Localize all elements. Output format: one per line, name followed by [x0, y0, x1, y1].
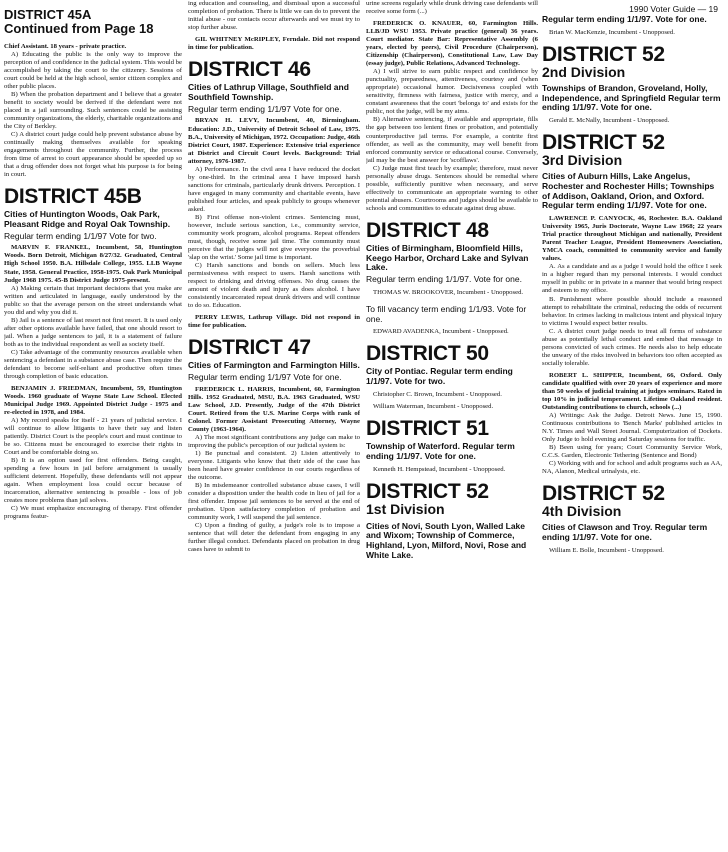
candidate-bio: ROBERT L. SHIPPER, Incumbent, 66, Oxford. Only candidate qualified with over 20 years of experience and more than 50 weeks of judicial training at judges seminars. Rated in top 10% in judicial temperament. Lifetime Oakland resident. Outstanding contributions to church, schools (...) — [542, 371, 722, 411]
candidate-bio: FREDERICK O. KNAUER, 60, Farmington Hills. LLB/JD WSU 1953. Private practice (general) 36 years. Court mediator. State Bar: Representative Assembly (6 years, elected by peers), Civil Procedure (Chairperson), Citizenship (Chairperson), Constitutional Law, Law Day (essay judge), Public Relations, Advanced Technology. — [366, 20, 538, 68]
paragraph: B) Alternative sentencing, if available and appropriate, fills the gap between too lenient fines or probation, and potentially counterproductive jail terms. For example, a contrite first offender, as well as the community, may well benefit from enforced community service or educational course. Conversely, jail may be the best answer for 'scofflaws'. — [366, 116, 538, 164]
district-area: City of Pontiac. Regular term ending 1/1/97. Vote for two. — [366, 366, 513, 387]
candidate-bio: BRYAN H. LEVY, Incumbent, 40, Birmingham. Education: J.D., University of Detroit School of Law, 1975. B.A., University of Michigan, 1972. Occupation: Judge, 46th District Court, 1987. Experience: Extensive trial experience at District and Circuit Court levels. Background: Trial attorney, 1976-1987. — [188, 117, 360, 165]
paragraph: A) The most significant contributions any judge can make to improving the public's perception of our judicial system is: — [188, 434, 360, 450]
paragraph: B) First offense non-violent crimes. Sentencing must, however, include serious sanction, i.e., community service, community work program, alcohol programs. Repeat offenders must, though, receive some jail time. The community must perceive that the judges will not give everyone the proverbial 'slap on the wrist.' Some jail time is important. — [188, 213, 360, 262]
paragraph: C) Take advantage of the community resources available when sentencing a defendant in a substance abuse case. Then require the defendant to become self-reliant and productive often times through completion of basic education. — [4, 348, 182, 380]
division-subheading: 1st Division — [366, 500, 445, 517]
district-area: Townships of Brandon, Groveland, Holly, Independence, and Springfield Regular term ending 1/1/97. Vote for one. — [542, 82, 721, 113]
district-area: Cities of Farmington and Farmington Hills. — [188, 360, 360, 371]
paragraph: B) Jail is a sentence of last resort not first resort. It is used only after other options available have failed, that one should resort to jail. When a judge sentences to jail, it is a statement of failure both as to the individual respondent as well as society itself. — [4, 316, 182, 348]
column-1 — [4, 8, 182, 521]
district-term: Regular term ending 1/1/97 Vote for one. — [188, 103, 342, 114]
paragraph: ing education and counseling, and dismissal upon a successful completion of probation. There is little we can do to prevent the initial abuse - our contacts occur afterwards and we must try to stop further abuse. — [188, 0, 360, 32]
running-head: 1990 Voter Guide — 19 — [629, 4, 718, 14]
district-52-4-heading: DISTRICT 52 — [542, 482, 665, 506]
paragraph: C) We must emphasize encouraging of therapy. First offender programs featur- — [4, 505, 182, 521]
vacancy-term: To fill vacancy term ending 1/1/93. Vote for one. — [366, 303, 527, 324]
district-area: Township of Waterford. Regular term ending 1/1/97. Vote for one. — [366, 441, 515, 461]
candidate-unopposed: William E. Bolle, Incumbent - Unopposed. — [549, 546, 664, 554]
paragraph: A. As a candidate and as a judge I would hold the office I seek in a higher regard than my personal interests. I would conduct myself in public or in private in a manner that would bring respect and esteem to my office. — [542, 263, 722, 295]
candidate-unopposed: Kenneth H. Hempstead, Incumbent - Unopposed. — [373, 465, 506, 473]
district-45b-heading: DISTRICT 45B — [4, 185, 142, 209]
district-area: Cities of Lathrup Village, Southfield and Southfield Township. — [188, 82, 349, 102]
paragraph: A) My record speaks for itself - 21 years of judicial service. I will continue to allow litigants to have their say and listen patiently. District Court is the people's court and must continue to be so. Citizens must be encouraged to exercise their rights in Court and be comfortable doing so. — [4, 417, 182, 457]
district-47-heading: DISTRICT 47 — [188, 336, 311, 360]
district-area: Cities of Novi, South Lyon, Walled Lake and Wixom; Township of Commerce, Highland, Lyon, Milford, Novi, Rose and White Lake. — [366, 520, 527, 560]
column-2 — [188, 0, 360, 554]
paragraph: B. Punishment where possible should include a reasoned attempt to rehabilitate the criminal, reducing the odds of recurrent behavior. In crimes lacking in malicious intent and physical injury to victims I would expect better results. — [542, 295, 722, 327]
candidate-unopposed: THOMAS W. BROOKOVER, Incumbent - Unopposed. — [373, 288, 524, 296]
paragraph: C) Upon a finding of guilty, a judge's role is to impose a sentence that will deter the defendant from engaging in any further illegal conduct. Defendants placed on probation in drug cases have to submit to — [188, 522, 360, 554]
candidate-unopposed: William Waterman, Incumbent - Unopposed. — [373, 403, 494, 411]
column-3 — [366, 0, 538, 563]
paragraph: C) Working with and for school and adult programs such as AA, NA, Alanon, Medical urinalysis, etc. — [542, 460, 722, 476]
district-area: Cities of Birmingham, Bloomfield Hills, Keego Harbor, Orchard Lake and Sylvan Lake. — [366, 242, 529, 273]
district-term: Regular term ending 1/1/97 Vote for one. — [188, 372, 342, 383]
continued-title: DISTRICT 45A — [4, 8, 92, 22]
district-51-heading: DISTRICT 51 — [366, 417, 489, 441]
district-area: Cities of Clawson and Troy. Regular term ending 1/1/97. Vote for one. — [542, 522, 708, 542]
district-46-heading: DISTRICT 46 — [188, 58, 311, 82]
district-term: Regular term ending 1/1/97. Vote for one. — [542, 14, 707, 24]
paragraph: urine screens regularly while drunk driving case defendants will receive some form (...) — [366, 0, 538, 16]
continued-subtitle: Continued from Page 18 — [4, 21, 154, 37]
paragraph: B) In misdemeanor controlled substance abuse cases, I will consider a disposition under the health code in lieu of jail for a first offender. Impose jail sentences to be served at the end of probation. Upon satisfactory completion of probation and community work, I will suspend the jail sentence. — [188, 482, 360, 522]
division-subheading: 3rd Division — [542, 152, 623, 169]
paragraph: Chief Assistant. 18 years - private practice. — [4, 42, 127, 50]
district-52-1-heading: DISTRICT 52 — [366, 479, 489, 503]
candidate-bio: GIL WHITNEY McRIPLEY, Ferndale. Did not respond in time for publication. — [188, 36, 360, 52]
paragraph: A) Making certain that important decisions that you make are written and articulated in language, easily understood by the public so that the average person on the street understands what you did and why you did it. — [4, 284, 182, 316]
district-52-2-heading: DISTRICT 52 — [542, 42, 665, 66]
candidate-bio: MARVIN F. FRANKEL, Incumbent, 58, Huntington Woods. Born Detroit, Michigan 8/27/32. Graduated, Central High School 1950. B.A. Hillsdale College, 1955. LLB Wayne State, 1958. General Practice, 1958-1975. Oak Park Municipal Judge 1968 1975. 45-B District Judge 1975-present. — [4, 244, 182, 284]
paragraph: A) Performance. In the civil area I have reduced the docket by one-third. In the criminal area I have imposed harsh sanctions for criminals, particularly drunk drivers. Perception. I have engaged in many community and charitable events, have published four articles, and speak publicly to groups whenever asked. — [188, 165, 360, 213]
paragraph: C. A district court judge needs to treat all forms of substance abuse as potentially lethal conduct and embed that message in persons convicted of such crimes. He needs also to help educate the unwary of the risks involved in behaviors too often accepted as socially tolerable. — [542, 327, 722, 367]
paragraph: B) Been using for years; Court Community Service Work, C.C.S. Garden, Electronic Tethering (Sentence and Bond) — [542, 444, 722, 460]
candidate-unopposed: Christopher C. Brown, Incumbent - Unopposed. — [373, 391, 502, 398]
paragraph: B) When the probation department and I believe that a greater benefit to society would be derived if the defendant were not placed in a jail surrounding. Such sentences could be assisting community organizations, the elderly, charitable organizations and the City of Berkley. — [4, 90, 182, 130]
district-area: Cities of Huntington Woods, Oak Park, Pleasant Ridge and Royal Oak Township. — [4, 209, 171, 229]
district-area: Cities of Auburn Hills, Lake Angelus, Rochester and Rochester Hills; Townships of Addison, Oakland, Orion, and Oxford. Regular term ending 1/1/97. Vote for one. — [542, 171, 715, 211]
paragraph: C) Harsh sanctions and bonds on sellers. Much less permissiveness with respect to users. Harsh sanctions with respect to drinking and driving offenses. No drug causes the amount of violent death and injury as does alcohol. I have consistently incarcerated repeat drunk drivers and will continue to do so. Education. — [188, 262, 360, 310]
paragraph: A) I will strive to earn public respect and confidence by punctuality, preparedness, attentiveness, courtesy and (when appropriate) occasional humor. Decisiveness coupled with sensitivity, firmness with fairness, justice with mercy, and a constant awareness that the court 'belongs to' and exists for the public, not the judge, will be my aims. — [366, 68, 538, 116]
district-term: Regular term ending 1/1/97 Vote for two. — [4, 230, 157, 241]
candidate-bio: LAWRENCE P. CANYOCK, 46, Rochester. B.A. Oakland University 1965, Juris Doctorate, Wayne Law 1968; 22 years Trial practice throughout Michigan and nationally, President Parent Teacher League, President Homeowners Association, YMCA coach, committed to community service and family values. — [542, 215, 722, 263]
candidate-unopposed: EDWARD AVADENKA, Incumbent - Unopposed. — [373, 328, 509, 336]
paragraph: A) Writings: Ask the Judge. Detroit News. June 15, 1990. Continuous contributions to 'Bench Marks' published articles in N.Y. Times and Wall Street Journal. Computerization of Dockets. Only Judge to hold evening and Saturday sessions for traffic. — [542, 411, 722, 444]
paragraph: A) Educating the public is the only way to improve the perception of and confidence in the judicial system. This would be accomplished by taking the court to the citizenry. Sessions of court could be held at the high school, senior citizen complex and other public places. — [4, 50, 182, 90]
paragraph: 1) Be punctual and consistent. 2) Listen attentively to everyone. Litigants who know that their side of the case has been heard have greater confidence in our courts regardless of the outcome. — [188, 450, 360, 482]
column-4 — [542, 0, 722, 555]
division-subheading: 4th Division — [542, 503, 622, 520]
district-50-heading: DISTRICT 50 — [366, 342, 489, 366]
candidate-unopposed: Brian W. MacKenzie, Incumbent - Unopposed. — [549, 28, 675, 36]
paragraph: B) It is an option used for first offenders. Being caught, spending a few hours in jail before arraignment is usually sufficient deterrent. Hopefully, these defendants will not appear again. When employment loss could occur because of incarceration, alternative sentencing is possible - loss of job creates more problems than jail solves. — [4, 457, 182, 505]
paragraph: C) Judge must first teach by example; therefore, must never personally abuse drugs. Sentences should be remedial where possible, sufficiently punitive when necessary, and serve effectively to communicate an appropriate warning to other potential abusers. Courtrooms and judges should be available to schools and communities to educate against drug abuse. — [366, 164, 538, 212]
candidate-bio: PERRY LEWIS, Lathrup Village. Did not respond in time for publication. — [188, 314, 360, 330]
district-term: Regular term ending 1/1/97. Vote for one. — [366, 274, 522, 285]
division-subheading: 2nd Division — [542, 63, 626, 80]
candidate-bio: BENJAMIN J. FRIEDMAN, Incumbent, 59, Huntington Woods. 1960 graduate of Wayne State Law School. Elected Municipal Judge 1969. Appointed District Judge - 1975 and re-elected in 1978, and 1984. — [4, 384, 182, 417]
district-52-3-heading: DISTRICT 52 — [542, 131, 665, 155]
candidate-unopposed: Gerald E. McNally, Incumbent - Unopposed. — [549, 117, 670, 125]
paragraph: C) A district court judge could help prevent substance abuse by continually making themselves available for speaking engagements throughout the community. Further, the process from time of arrest to court appearance should be speeded up so that a drug offender does not forget what his purpose is for being in court. — [4, 130, 182, 179]
candidate-bio: FREDERICK L. HARRIS, Incumbent, 60, Farmington Hills. 1952 Graduated, MSU, B.A. 1963 Graduated, WSU Law School, J.D. Presently, Judge of the 47th District Court. Retired from the U.S. Marine Corps with rank of Colonel. Former Assistant Prosecuting Attorney, Wayne County (1963-1964). — [188, 385, 360, 433]
district-48-heading: DISTRICT 48 — [366, 218, 489, 242]
